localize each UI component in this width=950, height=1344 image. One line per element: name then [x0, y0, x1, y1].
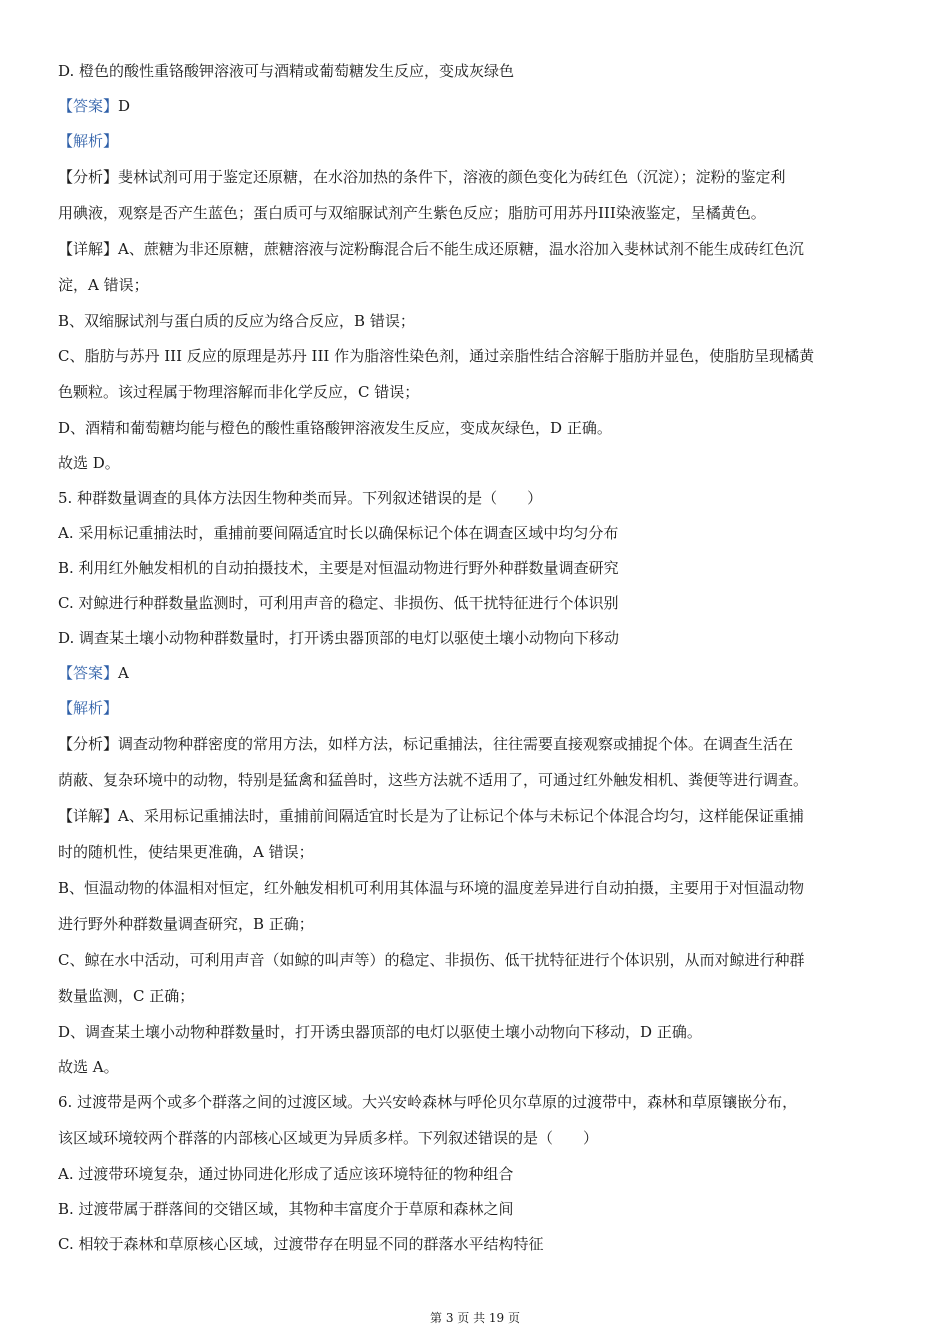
paragraph-line: 【详解】A、蔗糖为非还原糖，蔗糖溶液与淀粉酶混合后不能生成还原糖，温水浴加入斐林试剂不能生成砖红色沉 — [58, 240, 804, 258]
analysis-tag: 【解析】 — [58, 132, 119, 150]
option-a-q5: A. 采用标记重捕法时，重捕前要间隔适宜时长以确保标记个体在调查区域中均匀分布 — [58, 524, 619, 542]
option-b-q5: B. 利用红外触发相机的自动拍摄技术，主要是对恒温动物进行野外种群数量调查研究 — [58, 559, 619, 577]
option-a-q6: A. 过渡带环境复杂，通过协同进化形成了适应该环境特征的物种组合 — [58, 1165, 514, 1183]
question-6-stem: 6. 过渡带是两个或多个群落之间的过渡区域。大兴安岭森林与呼伦贝尔草原的过渡带中，森林和草原镶嵌分布， — [58, 1093, 798, 1111]
paragraph-line: 进行野外种群数量调查研究，B 正确； — [58, 915, 314, 933]
option-d-q5: D. 调查某土壤小动物种群数量时，打开诱虫器顶部的电灯以驱使土壤小动物向下移动 — [58, 629, 620, 647]
answer-tag: 【答案】 — [58, 664, 119, 682]
option-b-q6: B. 过渡带属于群落间的交错区域，其物种丰富度介于草原和森林之间 — [58, 1200, 514, 1218]
paragraph-line: 用碘液，观察是否产生蓝色；蛋白质可与双缩脲试剂产生紫色反应；脂肪可用苏丹III染液鉴定，呈橘黄色。 — [58, 204, 766, 222]
analysis-heading — [58, 131, 892, 151]
conclusion-line: 故选 A。 — [58, 1058, 119, 1076]
answer-value: A — [118, 664, 129, 682]
paragraph-line: 淀，A 错误； — [58, 276, 149, 294]
paragraph-line: B、双缩脲试剂与蛋白质的反应为络合反应，B 错误； — [58, 312, 415, 330]
option-c-q6: C. 相较于森林和草原核心区域，过渡带存在明显不同的群落水平结构特征 — [58, 1235, 544, 1253]
paragraph-line: B、恒温动物的体温相对恒定，红外触发相机可利用其体温与环境的温度差异进行自动拍摄，主要用于对恒温动物 — [58, 879, 805, 897]
conclusion-line: 故选 D。 — [58, 454, 120, 472]
paragraph-line: 荫蔽、复杂环境中的动物，特别是猛禽和猛兽时，这些方法就不适用了，可通过红外触发相机、粪便等进行调查。 — [58, 771, 809, 789]
analysis-heading — [58, 698, 892, 718]
option-c-q5: C. 对鲸进行种群数量监测时，可利用声音的稳定、非损伤、低干扰特征进行个体识别 — [58, 594, 619, 612]
paragraph-line: 【详解】A、采用标记重捕法时，重捕前间隔适宜时长是为了让标记个体与未标记个体混合均匀，这样能保证重捕 — [58, 807, 804, 825]
analysis-tag: 【解析】 — [58, 699, 119, 717]
paragraph-line: 时的随机性，使结果更准确，A 错误； — [58, 843, 314, 861]
paragraph-line: 【分析】斐林试剂可用于鉴定还原糖，在水浴加热的条件下，溶液的颜色变化为砖红色（沉淀）；淀粉的鉴定利 — [58, 168, 786, 186]
question-6-stem-cont: 该区域环境较两个群落的内部核心区域更为异质多样。下列叙述错误的是（ ） — [58, 1129, 599, 1147]
question-5-stem: 5. 种群数量调查的具体方法因生物种类而异。下列叙述错误的是（ ） — [58, 489, 543, 507]
answer-value: D — [118, 97, 131, 115]
paragraph-line: C、鲸在水中活动，可利用声音（如鲸的叫声等）的稳定、非损伤、低干扰特征进行个体识别，从而对鲸进行种群 — [58, 951, 805, 969]
paragraph-line: 数量监测，C 正确； — [58, 987, 195, 1005]
answer-tag: 【答案】 — [58, 97, 119, 115]
paragraph-line: C、脂肪与苏丹 III 反应的原理是苏丹 III 作为脂溶性染色剂，通过亲脂性结合溶解于脂肪并显色，使脂肪呈现橘黄 — [58, 347, 815, 365]
page-number-footer: 第 3 页 共 19 页 — [430, 1311, 520, 1325]
paragraph-line: 色颗粒。该过程属于物理溶解而非化学反应，C 错误； — [58, 383, 420, 401]
option-d-q4: D. 橙色的酸性重铬酸钾溶液可与酒精或葡萄糖发生反应，变成灰绿色 — [58, 62, 515, 80]
paragraph-line: D、调查某土壤小动物种群数量时，打开诱虫器顶部的电灯以驱使土壤小动物向下移动，D 正确。 — [58, 1023, 702, 1041]
answer-line — [58, 663, 892, 683]
paragraph-line: 【分析】调查动物种群密度的常用方法，如样方法，标记重捕法，往往需要直接观察或捕捉个体。在调查生活在 — [58, 735, 794, 753]
paragraph-line: D、酒精和葡萄糖均能与橙色的酸性重铬酸钾溶液发生反应，变成灰绿色，D 正确。 — [58, 419, 612, 437]
answer-line — [58, 96, 892, 116]
